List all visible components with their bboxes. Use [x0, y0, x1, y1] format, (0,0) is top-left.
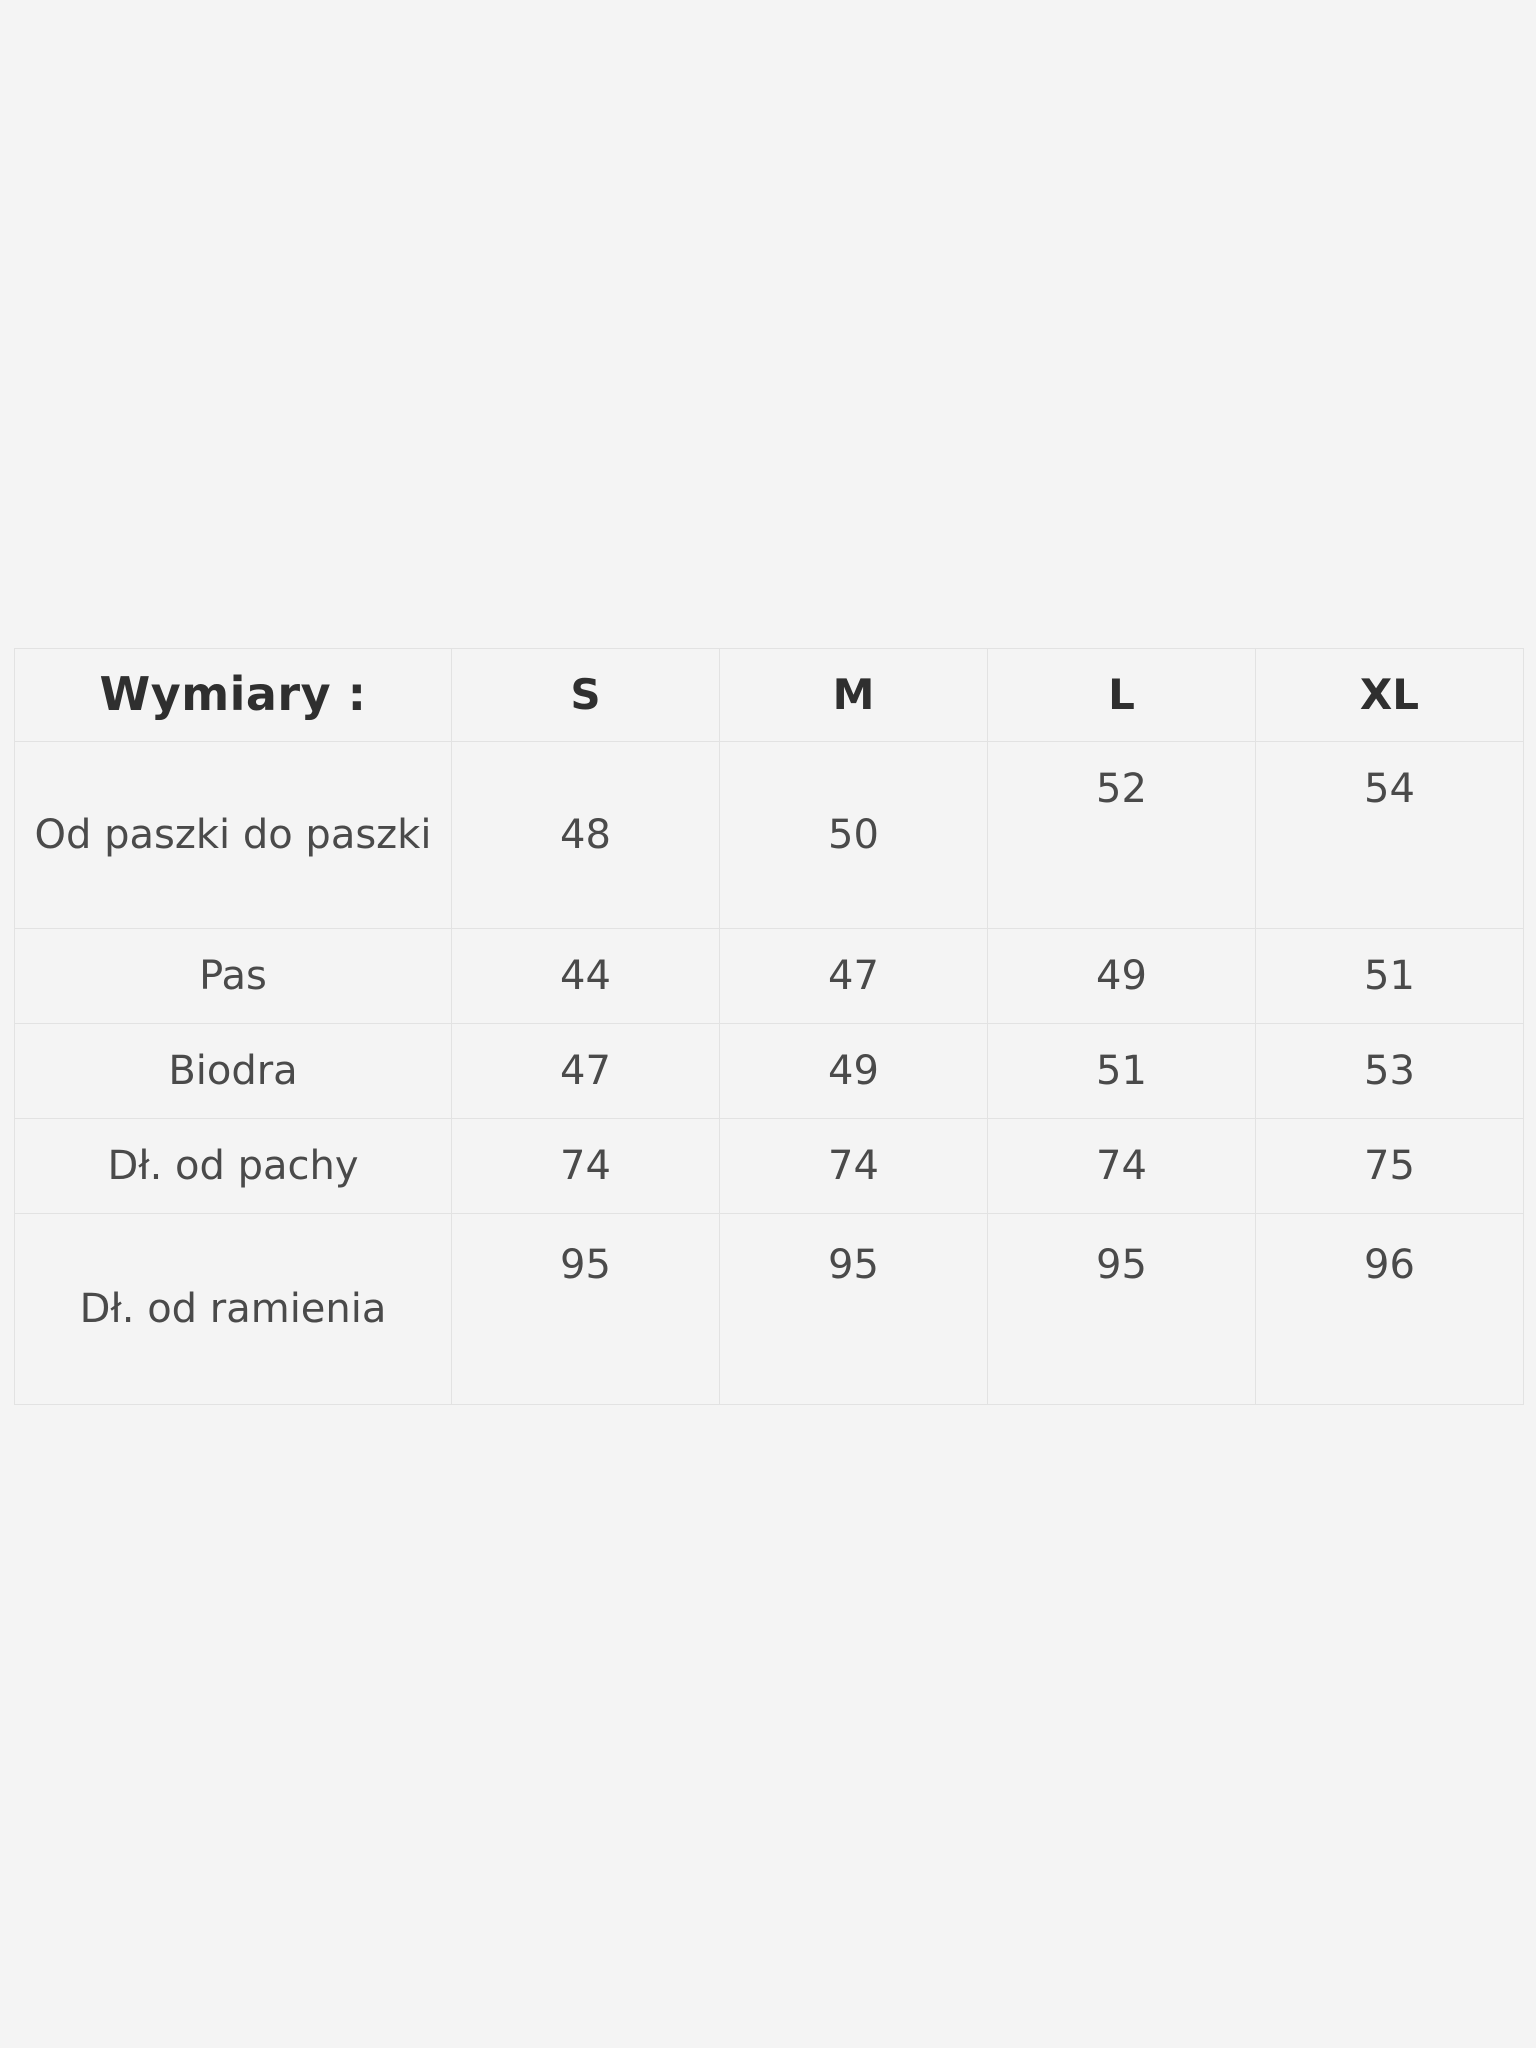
cell-bust-l: 52: [988, 742, 1256, 929]
cell-length-shoulder-l: 95: [988, 1214, 1256, 1405]
header-cell-xl: XL: [1256, 649, 1524, 742]
header-cell-l: L: [988, 649, 1256, 742]
cell-length-shoulder-s: 95: [452, 1214, 720, 1405]
cell-length-armpit-m: 74: [720, 1119, 988, 1214]
cell-length-armpit-s: 74: [452, 1119, 720, 1214]
header-cell-m: M: [720, 649, 988, 742]
cell-length-shoulder-xl: 96: [1256, 1214, 1524, 1405]
cell-waist-s: 44: [452, 929, 720, 1024]
row-label-bust: Od paszki do paszki: [15, 742, 452, 929]
table-header-row: [15, 649, 1524, 742]
row-label-waist: Pas: [15, 929, 452, 1024]
table-row: [15, 1024, 1524, 1119]
cell-hips-s: 47: [452, 1024, 720, 1119]
header-cell-title: Wymiary :: [15, 649, 452, 742]
size-chart-container: [14, 648, 1522, 1405]
cell-length-armpit-l: 74: [988, 1119, 1256, 1214]
table-row: [15, 1119, 1524, 1214]
cell-hips-m: 49: [720, 1024, 988, 1119]
cell-bust-xl: 54: [1256, 742, 1524, 929]
cell-waist-l: 49: [988, 929, 1256, 1024]
cell-length-armpit-xl: 75: [1256, 1119, 1524, 1214]
cell-hips-xl: 53: [1256, 1024, 1524, 1119]
row-label-hips: Biodra: [15, 1024, 452, 1119]
row-label-length-shoulder: Dł. od ramienia: [15, 1214, 452, 1405]
table-row: [15, 1214, 1524, 1405]
cell-waist-xl: 51: [1256, 929, 1524, 1024]
cell-bust-s: 48: [452, 742, 720, 929]
table-row: [15, 929, 1524, 1024]
table-row: [15, 742, 1524, 929]
row-label-length-armpit: Dł. od pachy: [15, 1119, 452, 1214]
cell-hips-l: 51: [988, 1024, 1256, 1119]
header-cell-s: S: [452, 649, 720, 742]
cell-bust-m: 50: [720, 742, 988, 929]
size-chart-table: [14, 648, 1524, 1405]
cell-waist-m: 47: [720, 929, 988, 1024]
cell-length-shoulder-m: 95: [720, 1214, 988, 1405]
